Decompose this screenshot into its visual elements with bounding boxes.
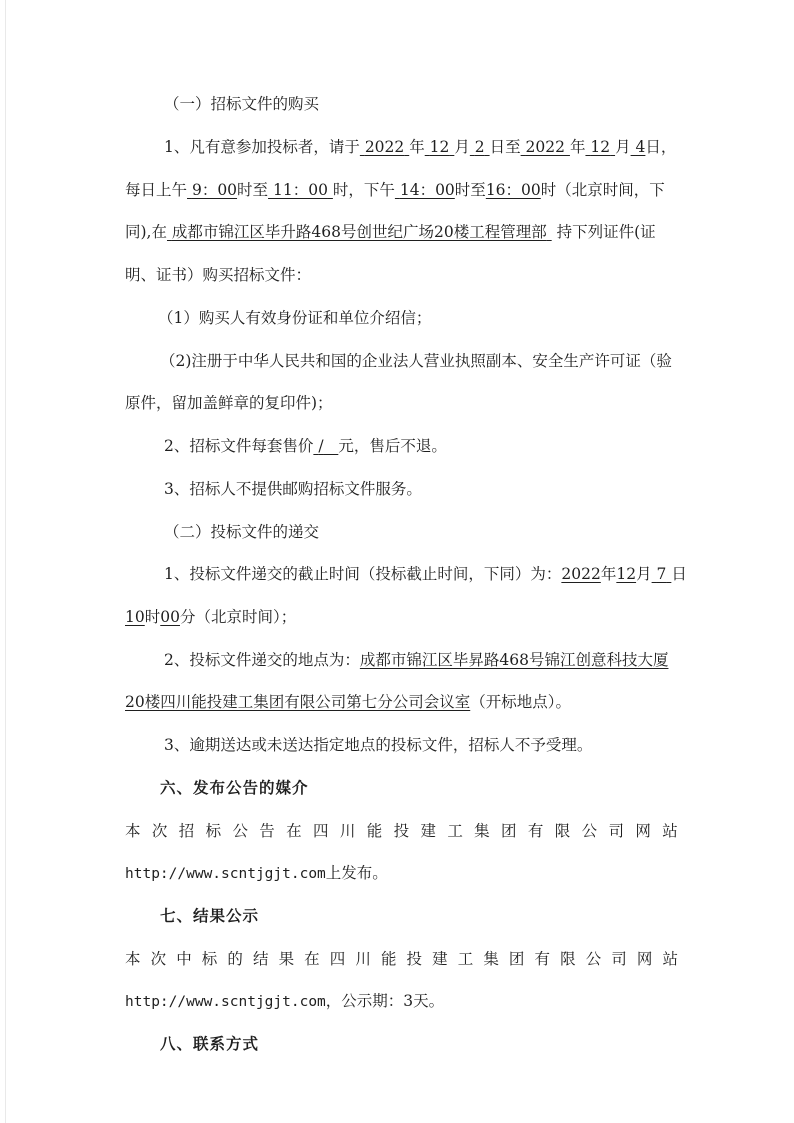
justified-char: 川	[355, 950, 371, 968]
justified-char: 公	[232, 822, 248, 840]
justified-char: 限	[560, 950, 576, 968]
justified-char: 团	[508, 950, 525, 968]
section-title-results: 七、结果公示	[160, 906, 260, 925]
justified-char: 建	[432, 950, 448, 968]
justified-char: 标	[201, 950, 218, 968]
justified-char: 标	[205, 822, 222, 840]
justified-char: 站	[662, 822, 678, 840]
justified-char: 在	[304, 950, 320, 968]
deadline-hour: 10	[125, 608, 145, 626]
justified-char: 川	[339, 822, 356, 840]
late-submission-line: 3、逾期送达或未送达指定地点的投标文件，招标人不予受理。	[164, 736, 593, 754]
justified-char: 投	[393, 822, 410, 840]
required-doc-1: （1）购买人有效身份证和单位介绍信；	[158, 309, 432, 327]
results-url-line: http://www.scntjgjt.com，公示期：3天。	[125, 992, 445, 1010]
start-month: 12	[429, 138, 450, 156]
media-notice-line	[125, 820, 678, 842]
submission-address-line: 2、投标文件递交的地点为：成都市锦江区毕昇路468号锦江创意科技大厦	[164, 651, 669, 669]
justified-char: 司	[611, 950, 627, 968]
justified-char: 限	[554, 822, 571, 840]
justified-char: 四	[313, 822, 329, 840]
document-price: /	[318, 437, 324, 455]
justified-char: 团	[501, 822, 517, 840]
justified-char: 公	[585, 950, 602, 968]
deadline-time-line: 10时00分（北京时间）；	[125, 608, 297, 626]
justified-char: 有	[534, 950, 551, 968]
start-year: 2022	[364, 138, 405, 156]
justified-char: 次	[151, 822, 168, 840]
justified-char: 中	[176, 950, 192, 968]
justified-char: 有	[527, 822, 544, 840]
justified-char: 次	[150, 950, 167, 968]
morning-start: 9：00	[191, 181, 238, 199]
justified-char: 在	[286, 822, 302, 840]
justified-char: 工	[447, 822, 463, 840]
morning-end: 11：00	[273, 181, 328, 199]
purchase-period-line: 1、凡有意参加投标者，请于 2022 年 12 月 2 日至 2022 年 12 月 4日，	[164, 138, 677, 156]
justified-char: 公	[581, 822, 598, 840]
justified-char: 结	[252, 950, 269, 968]
submission-address-cont: 20楼四川能投建工集团有限公司第七分公司会议室（开标地点）。	[125, 693, 571, 711]
deadline-minute: 00	[160, 608, 180, 626]
justified-char: 建	[420, 822, 436, 840]
justified-char: 网	[636, 950, 653, 968]
justified-char: 果	[278, 950, 295, 968]
justified-char: 集	[483, 950, 499, 968]
justified-char: 网	[635, 822, 651, 840]
submission-address: 成都市锦江区毕昇路468号锦江创意科技大厦	[359, 651, 669, 669]
justified-char: 站	[662, 950, 678, 968]
end-year: 2022	[525, 138, 565, 156]
no-mail-order-line: 3、招标人不提供邮购招标文件服务。	[164, 480, 422, 498]
required-doc-2-cont: 原件，留加盖鲜章的复印件)；	[125, 394, 333, 412]
justified-char: 能	[380, 950, 397, 968]
justified-char: 四	[329, 950, 346, 968]
justified-char: 招	[178, 822, 195, 840]
purchase-docs-line: 明、证书）购买招标文件：	[125, 266, 312, 284]
justified-char: 本	[125, 950, 141, 968]
section-title-media: 六、发布公告的媒介	[160, 778, 309, 797]
deadline-month: 12	[616, 565, 637, 583]
end-day: 4	[635, 138, 646, 156]
purchase-address: 成都市锦江区毕升路468号创世纪广场20楼工程管理部	[171, 223, 547, 241]
justified-char: 能	[366, 822, 383, 840]
afternoon-start: 14：00	[399, 181, 455, 199]
justified-char: 告	[259, 822, 275, 840]
required-doc-2: （2)注册于中华人民共和国的企业法人营业执照副本、安全生产许可证（验	[160, 352, 672, 370]
deadline-line: 1、投标文件递交的截止时间（投标截止时间，下同）为：2022年12月 7 日	[164, 565, 687, 583]
end-month: 12	[590, 138, 611, 156]
justified-char: 集	[474, 822, 490, 840]
results-notice-line	[125, 948, 678, 970]
document-price-line: 2、招标文件每套售价 / 元，售后不退。	[164, 437, 447, 455]
justified-char: 工	[457, 950, 474, 968]
justified-char: 本	[125, 822, 141, 840]
justified-char: 投	[406, 950, 423, 968]
justified-char: 的	[227, 950, 243, 968]
scan-edge	[5, 0, 6, 1123]
justified-char: 司	[608, 822, 624, 840]
website-url[interactable]: http://www.scntjgjt.com	[125, 866, 326, 882]
section-title-purchase: （一）招标文件的购买	[164, 95, 320, 113]
deadline-day: 7	[656, 565, 667, 583]
results-website-url[interactable]: http://www.scntjgjt.com	[125, 994, 326, 1010]
section-title-submission: （二）投标文件的递交	[164, 523, 320, 541]
start-day: 2	[474, 138, 485, 156]
deadline-year: 2022	[561, 565, 601, 583]
section-title-contact: 八、联系方式	[160, 1034, 260, 1053]
purchase-address-line: 同),在 成都市锦江区毕升路468号创世纪广场20楼工程管理部 持下列证件(证	[125, 223, 656, 241]
submission-address-cont-text: 20楼四川能投建工集团有限公司第七分公司会议室	[125, 693, 471, 711]
media-url-line: http://www.scntjgjt.com上发布。	[125, 864, 388, 882]
afternoon-end: 16：00	[485, 181, 541, 199]
purchase-hours-line: 每日上午 9：00时至 11：00 时，下午 14：00时至16：00时（北京时间，下	[125, 181, 665, 199]
